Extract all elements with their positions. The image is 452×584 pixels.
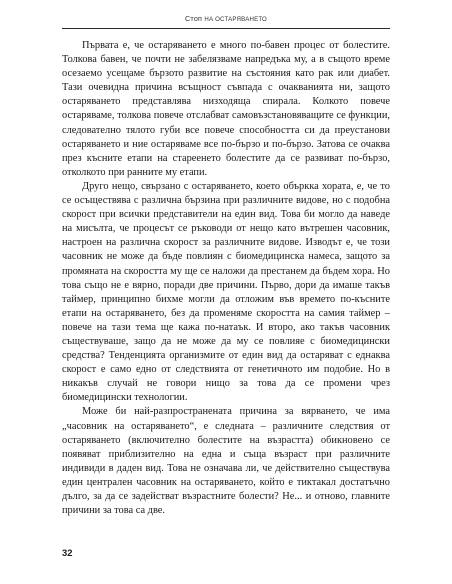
page-number: 32 xyxy=(62,547,73,558)
paragraph-2: Друго нещо, свързано с остаряването, което объркка хората, е, че то се осъществява с различна бързина при различните видове, но с подобна скорост при всички представители на един вид. Това би могло да наведе на мисълта, че процесът се ръководи от нещо като вътрешен часовник, настроен на различна скорост за различните видове. Изводът е, че този часовник не може да бъде повлиян с биомедицинска намеса, защото за промяната на скоростта му ще се наложи да престанем да бъдем хора. Но това също не е вярно, поради две причини. Първо, дори да имаше такъв таймер, принципно бихме могли да отложим във времето по-късните етапи на остаряването, без да променяме скоростта на самия таймер – повече на тази тема ще кажа по-натаък. И второ, ако такъв часовник съществуваше, защо да не може да му се повлияе с биомедицински средства? Тенденцията организмите от един вид да остаряват с еднаква скорост е само едно от следствията от генетичното им подобие. Но в никакъв случай не говори нищо за това да се промени чрез биомедицински технологии. xyxy=(62,180,390,404)
running-head-rest: НА ОСТАРЯВАНЕТО xyxy=(204,16,267,23)
paragraph-3: Може би най-разпространената причина за вярването, че има „часовник на остаряването“, е следната – различните следствия от остаряването (включително болестите на възрастта) обикновено се появяват приблизително на една и съща възраст при различните индивиди в даден вид. Това не означава ли, че действително съществува един централен часовник на остаряването, който е тиктакал достатъчно дълго, за да се задействат възрастните болести? Не... и отново, главните причини за това са две. xyxy=(62,406,390,517)
paragraph-1: Първата е, че остаряването е много по-бавен процес от болестите. Толкова бавен, че почти не забелязваме напредъка му, а в същото време осезаемо усещаме бързото развитие на състояния като рак или диабет. Тази очевидна причина всъщност съвпада с очакванията ни, защото остаряването представлява низходяща спирала. Колкото повече остаряваме, толкова повече отслабват самовъзстановяващите се функции, следователно тялото губи все повече способността си да преустанови остаряването и ние остаряваме все по-бързо и по-бързо. Затова се очаква през късните етапи на стареенето болестите да се развиват по-бързо, отколкото при ранните му етапи. xyxy=(62,40,390,178)
body-text xyxy=(62,39,390,518)
running-head-first-word: Стоп xyxy=(185,14,203,23)
running-head xyxy=(62,14,390,29)
running-head-title xyxy=(62,14,390,25)
